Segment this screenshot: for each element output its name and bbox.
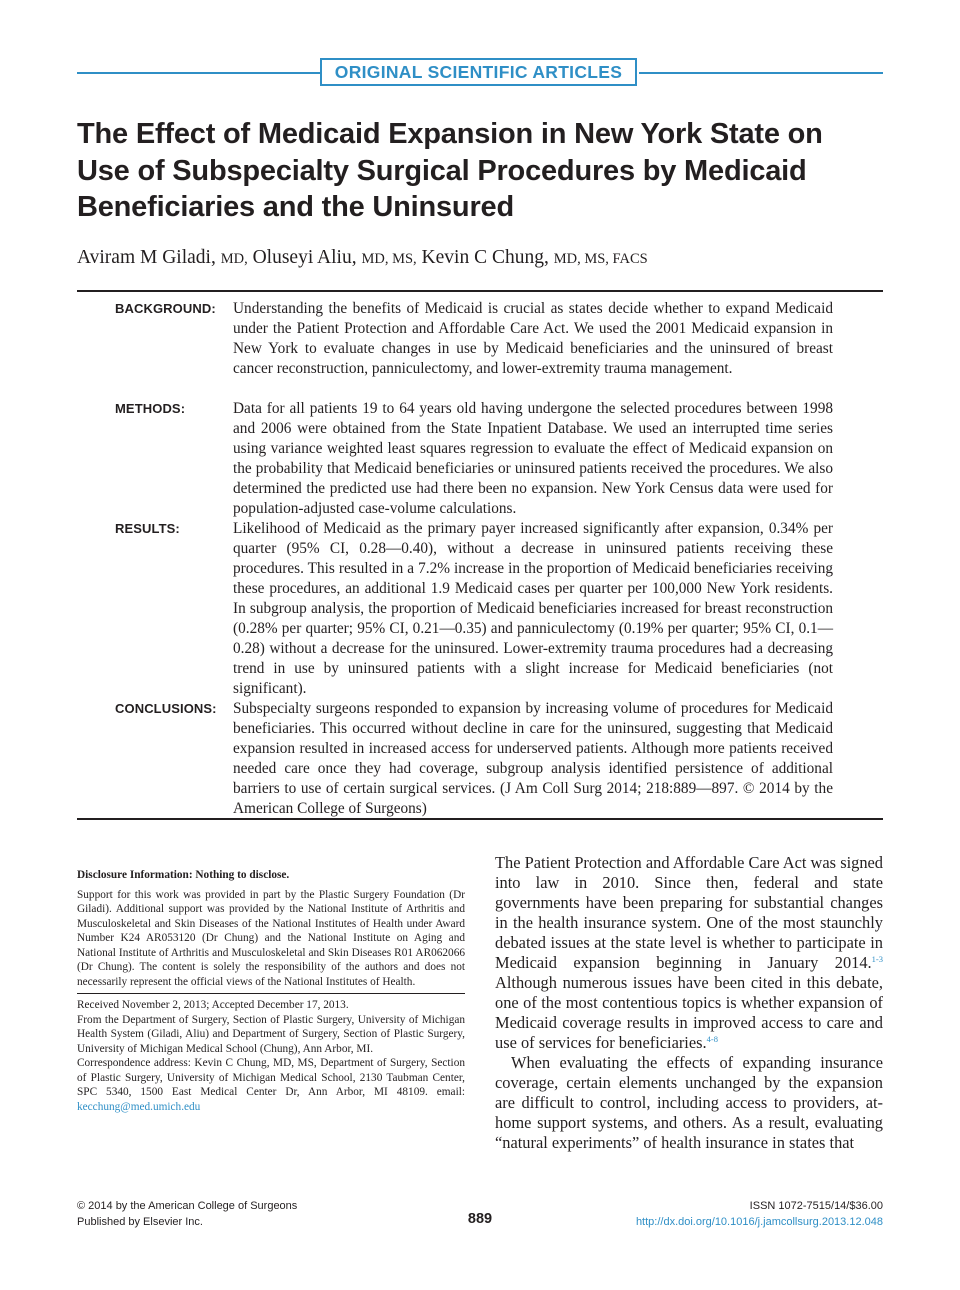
email-link[interactable]: kecchung@med.umich.edu bbox=[77, 1100, 201, 1113]
section-banner bbox=[77, 58, 883, 88]
author-list bbox=[77, 245, 883, 272]
correspondence-note: Correspondence address: Kevin C Chung, MD, MS, Department of Surgery, Section of Plastic Surgery, University of Michigan Medical School, 2130 Taubman Center, SPC 5340, 1500 East Medical Center Dr, Ann Arbor, MI 48109. email: kecchung@med.umich.edu bbox=[77, 1057, 465, 1113]
received-note: Received November 2, 2013; Accepted December 17, 2013. bbox=[77, 999, 349, 1011]
article-title: The Effect of Medicaid Expansion in New York State on Use of Subspecialty Surgical Procedures by Medicaid Beneficiaries and the Uninsured bbox=[77, 118, 823, 223]
abstract-text: Likelihood of Medicaid as the primary payer increased significantly after expansion, 0.34% per quarter (95% CI, 0.28—0.40), without a decrease in uninsured patients receiving these procedures. This resulted in a 7.2% increase in the proportion of Medicaid beneficiaries receiving these procedures, an additional 1.9 Medicaid cases per quarter per 100,000 New York residents. In subgroup analysis, the proportion of Medicaid beneficiaries increased for breast reconstruction (0.28% per quarter; 95% CI, 0.21—0.35) and panniculectomy (0.19% per quarter; 95% CI, 0.1—0.28) without a decrease for the uninsured. Lower-extremity trauma procedures had a decreasing trend in use by uninsured patients with a slight increase for Medicaid beneficiaries (not significant). bbox=[233, 520, 833, 697]
body-paragraph: When evaluating the effects of expanding insurance coverage, certain elements unchanged by the expansion are difficult to control, including access to providers, at-home support systems, and others. As a result, evaluating “natural experiments” of health insurance in states that bbox=[495, 1053, 883, 1152]
citation-link[interactable]: 4-8 bbox=[706, 1034, 718, 1044]
affiliation-note: From the Department of Surgery, Section of Plastic Surgery, University of Michigan Health System (Giladi, Aliu) and Department of Surgery, Section of Plastic Surgery, University of Michigan Medical School (Chung), Ann Arbor, MI. bbox=[77, 1013, 465, 1055]
abstract-box bbox=[77, 290, 883, 820]
author-degrees: MD, MS, FACS bbox=[553, 251, 648, 267]
footer-left bbox=[77, 1199, 377, 1230]
section-label: ORIGINAL SCIENTIFIC ARTICLES bbox=[320, 58, 637, 86]
author-name: Kevin C Chung, bbox=[421, 247, 549, 268]
disclosure-note: Disclosure Information: Nothing to disclose. bbox=[77, 869, 290, 881]
footnotes-column bbox=[77, 868, 465, 1114]
abstract-label: RESULTS: bbox=[115, 521, 180, 536]
banner-rule-right bbox=[639, 72, 883, 74]
publisher-text: Published by Elsevier Inc. bbox=[77, 1215, 203, 1228]
body-column bbox=[495, 853, 883, 1153]
issn-text: ISSN 1072-7515/14/$36.00 bbox=[749, 1200, 883, 1212]
banner-rule-left bbox=[77, 72, 320, 74]
abstract-label: BACKGROUND: bbox=[115, 301, 216, 316]
abstract-label: CONCLUSIONS: bbox=[115, 701, 217, 716]
abstract-text: Subspecialty surgeons responded to expansion by increasing volume of procedures for Medicaid beneficiaries. This occurred without decline in care for the uninsured, suggesting that Medicaid expansion resulted in increased access for underserved patients. Although more patients received needed care once they had coverage, subgroup analysis identified persistence of additional barriers to use of certain surgical services. (J Am Coll Surg 2014; 218:889—897. © 2014 by the American College of Surgeons) bbox=[233, 700, 833, 817]
author-name: Oluseyi Aliu, bbox=[252, 247, 357, 268]
copyright-text: © 2014 by the American College of Surgeons bbox=[77, 1200, 298, 1212]
abstract-text: Understanding the benefits of Medicaid is crucial as states decide whether to expand Medicaid under the Patient Protection and Affordable Care Act. We used the 2001 Medicaid expansion in New York to evaluate changes in use by Medicaid beneficiaries and the uninsured of breast cancer reconstruction, panniculectomy, and lower-extremity trauma management. bbox=[233, 300, 833, 377]
abstract-label: METHODS: bbox=[115, 401, 186, 416]
author-name: Aviram M Giladi, bbox=[77, 247, 216, 268]
author-degrees: MD, bbox=[220, 251, 248, 267]
citation-link[interactable]: 1-3 bbox=[871, 954, 883, 964]
footnote-divider bbox=[77, 993, 465, 994]
funding-note: Support for this work was provided in part by the Plastic Surgery Foundation (Dr Giladi). Additional support was provided by the National Institute of Arthritis and Musculoskeletal and Skin Diseases of the National Institutes of Health under Award Number K24 AR053120 (Dr Chung) and the National Institute on Aging and National Institute of Arthritis and Musculoskeletal and Skin Diseases R01 AR062066 (Dr Chung). The content is solely the responsibility of the authors and does not necessarily represent the official views of the National Institutes of Health. bbox=[77, 888, 465, 988]
doi-link[interactable]: http://dx.doi.org/10.1016/j.jamcollsurg.2013.12.048 bbox=[635, 1215, 883, 1228]
page-number: 889 bbox=[467, 1211, 493, 1227]
footer-right bbox=[563, 1199, 883, 1230]
abstract-text: Data for all patients 19 to 64 years old having undergone the selected procedures between 1998 and 2006 were obtained from the State Inpatient Database. We used an interrupted time series using variance weighted least squares regression to evaluate the effect of Medicaid expansion on the probability that Medicaid beneficiaries or uninsured patients received the procedures. We also determined the predicted use had there been no expansion. New York Census data were used for population-adjusted case-volume calculations. bbox=[233, 400, 833, 517]
body-paragraph: The Patient Protection and Affordable Care Act was signed into law in 2010. Since then, federal and state governments have been preparing for substantial changes in the health insurance system. One of the most staunchly debated issues at the state level is whether to participate in Medicaid expansion beginning in January 2014.$^{1-3}$ Although numerous issues have been cited in this debate, one of the most contentious topics is whether expansion of Medicaid coverage results in improved access to care and use of services for beneficiaries.$^{4-8}$ bbox=[495, 853, 883, 1052]
author-degrees: MD, MS, bbox=[361, 251, 417, 267]
